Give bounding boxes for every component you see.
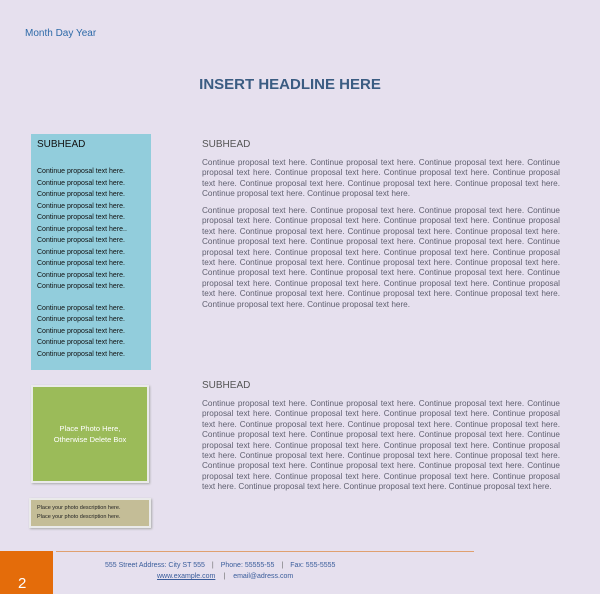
sidebar-group-1: [37, 166, 145, 293]
footer-divider: [56, 551, 474, 552]
sidebar-line: Continue proposal text here.: [37, 168, 125, 175]
footer-email[interactable]: email@adress.com: [233, 573, 294, 580]
caption-line-1: Place your photo description here.: [37, 505, 121, 511]
sidebar-line: Continue proposal text here.: [37, 214, 125, 221]
sidebar-line: Continue proposal text here.: [37, 350, 125, 358]
footer-separator: |: [223, 573, 226, 580]
sidebar-group-2: [37, 303, 145, 361]
footer-fax: Fax: 555-5555: [290, 562, 336, 569]
sidebar-line: Continue proposal text here.: [37, 202, 125, 210]
photo-line-1: Place Photo Here,: [59, 424, 121, 433]
footer-phone: Phone: 55555-55: [220, 562, 275, 569]
sidebar-line: Continue proposal text here.: [37, 260, 125, 267]
sidebar-line: Continue proposal text here.: [37, 237, 125, 244]
photo-line-2: Otherwise Delete Box: [53, 435, 127, 444]
sidebar-line: Continue proposal text here.: [37, 304, 125, 312]
footer-address: 555 Street Address: City ST 555: [105, 562, 205, 569]
main-paragraph-1: Continue proposal text here. Continue proposal text here. Continue proposal text here. Continue proposal text here. Continue proposal text here. Continue proposal text here. Continue proposal text here. Continue proposal text here. Continue proposal text here. Continue proposal text here. Continue proposal text here. Continue proposal text here.: [202, 158, 560, 199]
main-subhead-2: SUBHEAD: [202, 380, 251, 391]
footer-address-line: [105, 562, 335, 569]
caption-line-2: Place your photo description here.: [37, 514, 121, 520]
footer-contact-line: [157, 573, 293, 580]
page-number: 2: [18, 575, 27, 592]
sidebar-line: Continue proposal text here.: [37, 316, 125, 323]
footer-separator: |: [211, 562, 214, 569]
main-paragraph-3: Continue proposal text here. Continue proposal text here. Continue proposal text here. Continue proposal text here. Continue proposal text here. Continue proposal text here. Continue proposal text here. Continue proposal text here. Continue proposal text here. Continue proposal text here. Continue proposal text here. Continue proposal text here. Continue proposal text here. Continue proposal text here. Continue proposal text here. Continue proposal text here. Continue proposal text here. Continue proposal text here. Continue proposal text here. Continue proposal text here. Continue proposal text here. Continue proposal text here. Continue proposal text here. Continue proposal text here. Continue proposal text here. Continue proposal text here. Continue proposal text here. Continue proposal text here. Continue proposal text here. Continue proposal text here.: [202, 399, 560, 492]
headline: [0, 76, 560, 93]
page-number-box: [0, 551, 53, 594]
sidebar-subhead: SUBHEAD: [37, 139, 86, 150]
sidebar-line: Continue proposal text here.: [37, 248, 125, 256]
date-line: Month Day Year: [25, 28, 97, 39]
sidebar-line: Continue proposal text here.: [37, 191, 125, 198]
photo-caption-box[interactable]: [29, 498, 151, 528]
sidebar-line: Continue proposal text here.: [37, 271, 125, 279]
headline-text: INSERT HEADLINE HERE: [199, 76, 381, 93]
sidebar-line: Continue proposal text here..: [37, 225, 127, 233]
main-paragraph-2: Continue proposal text here. Continue proposal text here. Continue proposal text here. Continue proposal text here. Continue proposal text here. Continue proposal text here. Continue proposal text here. Continue proposal text here. Continue proposal text here. Continue proposal text here. Continue proposal text here. Continue proposal text here. Continue proposal text here. Continue proposal text here. Continue proposal text here. Continue proposal text here. Continue proposal text here. Continue proposal text here. Continue proposal text here. Continue proposal text here. Continue proposal text here. Continue proposal text here. Continue proposal text here. Continue proposal text here. Continue proposal text here. Continue proposal text here. Continue proposal text here. Continue proposal text here. Continue proposal text here. Continue proposal text here. Continue proposal text here. Continue proposal text here.: [202, 206, 560, 309]
sidebar-box: [31, 134, 151, 370]
photo-placeholder-text: [54, 423, 127, 445]
footer-website-link[interactable]: www.example.com: [157, 573, 216, 580]
main-subhead-1: SUBHEAD: [202, 139, 251, 150]
sidebar-line: Continue proposal text here.: [37, 327, 125, 335]
sidebar-line: Continue proposal text here.: [37, 339, 125, 346]
sidebar-line: Continue proposal text here.: [37, 283, 125, 290]
sidebar-line: Continue proposal text here.: [37, 179, 125, 187]
footer-separator: |: [281, 562, 284, 569]
photo-placeholder[interactable]: [31, 385, 149, 483]
